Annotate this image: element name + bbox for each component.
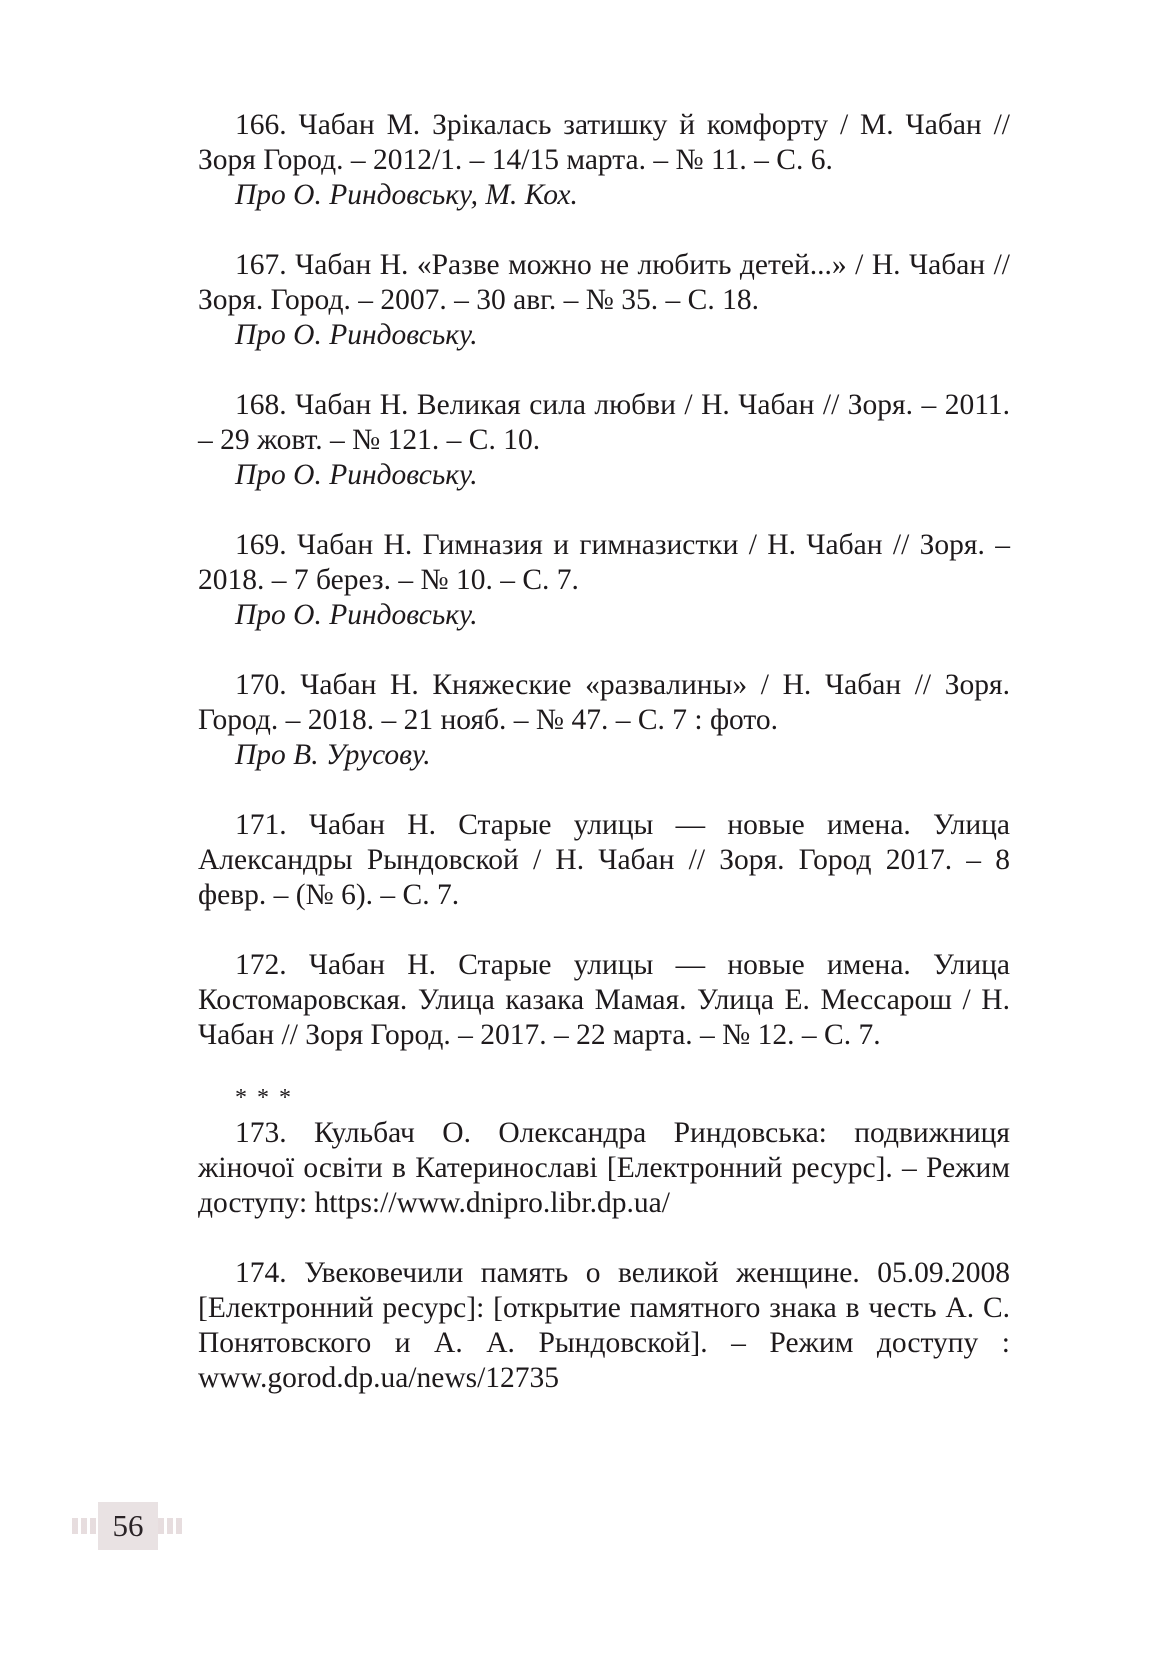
entry-annotation: Про О. Риндовську.: [235, 599, 478, 631]
bibliography-entry-172: [198, 948, 1010, 1053]
entry-citation: 173. Кульбач О. Олександра Риндовська: подвижниця жіночої освіти в Катеринославі [Електронний ресурс]. – Режим доступу: https://www.dnipro.libr.dp.ua/: [198, 1117, 1010, 1219]
bibliography-entry-167: [198, 248, 1010, 353]
bibliography-entry-166: [198, 108, 1010, 213]
ornament-left: [72, 1518, 98, 1534]
entry-citation: 174. Увековечили память о великой женщине. 05.09.2008 [Електронний ресурс]: [открытие памятного знака в честь А. С. Понятовского и А. А. Рындовской]. – Режим доступу : www.gorod.dp.ua/news/12735: [198, 1257, 1010, 1394]
bibliography-list: [198, 108, 1010, 1431]
entry-citation: 166. Чабан М. Зрікалась затишку й комфорту / М. Чабан // Зоря Город. – 2012/1. – 14/15 марта. – № 11. – С. 6.: [198, 109, 1010, 176]
entry-annotation: Про В. Урусову.: [235, 739, 431, 771]
bibliography-entry-170: [198, 668, 1010, 773]
bibliography-entry-173: [198, 1116, 1010, 1221]
bibliography-entry-171: [198, 808, 1010, 913]
entry-citation: 168. Чабан Н. Великая сила любви / Н. Чабан // Зоря. – 2011. – 29 жовт. – № 121. – С. 10.: [198, 389, 1010, 456]
entry-citation: 170. Чабан Н. Княжеские «развалины» / Н. Чабан // Зоря. Город. – 2018. – 21 нояб. – № 47. – С. 7 : фото.: [198, 669, 1010, 736]
bibliography-entry-169: [198, 528, 1010, 633]
page-footer: [72, 1502, 182, 1550]
bibliography-entry-174: [198, 1256, 1010, 1396]
ornament-right: [158, 1518, 184, 1534]
entry-citation: 167. Чабан Н. «Разве можно не любить детей...» / Н. Чабан // Зоря. Город. – 2007. – 30 авг. – № 35. – С. 18.: [198, 249, 1010, 316]
entry-annotation: Про О. Риндовську.: [235, 459, 478, 491]
page-number: 56: [98, 1502, 158, 1550]
entry-citation: 169. Чабан Н. Гимназия и гимназистки / Н. Чабан // Зоря. – 2018. – 7 берез. – № 10. – С. 7.: [198, 529, 1010, 596]
bibliography-entry-168: [198, 388, 1010, 493]
entry-citation: 171. Чабан Н. Старые улицы — новые имена. Улица Александры Рындовской / Н. Чабан // Зоря. Город 2017. – 8 февр. – (№ 6). – С. 7.: [198, 809, 1010, 911]
entry-annotation: Про О. Риндовську.: [235, 319, 478, 351]
entry-annotation: Про О. Риндовську, М. Кох.: [235, 179, 578, 211]
section-separator: * * *: [235, 1085, 293, 1111]
entry-citation: 172. Чабан Н. Старые улицы — новые имена. Улица Костомаровская. Улица казака Мамая. Улица Е. Мессарош / Н. Чабан // Зоря Город. – 2017. – 22 марта. – № 12. – С. 7.: [198, 949, 1010, 1051]
